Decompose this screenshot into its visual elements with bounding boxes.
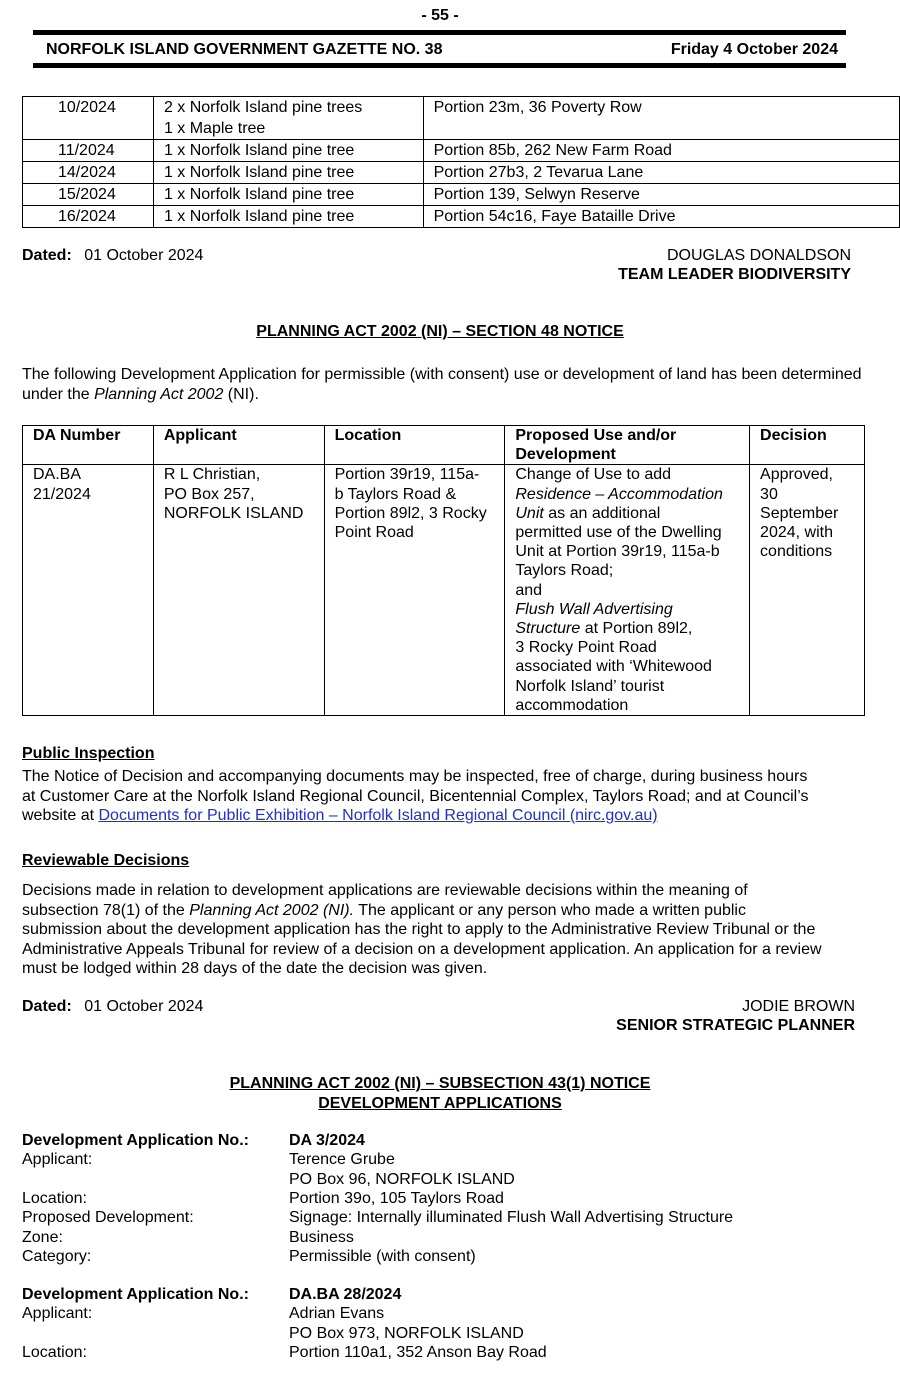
dated-line: Dated: 01 October 2024 (22, 998, 204, 1015)
category-label: Category: (22, 1247, 92, 1265)
applicant-label: Applicant: (22, 1151, 93, 1169)
da-no-value: DA 3/2024 (289, 1132, 365, 1149)
proposed-development-value: Signage: Internally illuminated Flush Wall Advertising Structure (289, 1209, 734, 1227)
tree-location: Portion 23m, 36 Poverty Row (423, 97, 899, 140)
tree-removal-table (22, 96, 900, 228)
table-row (23, 97, 900, 140)
signatory-name: DOUGLAS DONALDSON (666, 247, 851, 264)
location-label: Location: (22, 1189, 87, 1207)
signatory-role: SENIOR STRATEGIC PLANNER (616, 1017, 855, 1034)
subsection43-heading: PLANNING ACT 2002 (NI) – SUBSECTION 43(1) NOTICE DEVELOPMENT APPLICATIONS (229, 1075, 651, 1112)
col-proposed-use: Proposed Use and/or Development (505, 426, 750, 465)
applicant-address: PO Box 973, NORFOLK ISLAND (289, 1324, 524, 1342)
zone-value: Business (289, 1228, 354, 1246)
table-header-row (23, 426, 865, 465)
tree-description: 1 x Norfolk Island pine tree (153, 162, 423, 184)
header-bottom-rule (33, 63, 846, 68)
tree-location: Portion 27b3, 2 Tevarua Lane (423, 162, 899, 184)
signatory-role: TEAM LEADER BIODIVERSITY (618, 266, 851, 283)
applicant-value: Terence Grube (289, 1151, 395, 1169)
dated-label: Dated (22, 998, 67, 1015)
zone-label: Zone: (22, 1228, 63, 1246)
public-inspection-heading: Public Inspection (22, 745, 155, 762)
da-no-value: DA.BA 28/2024 (289, 1286, 402, 1303)
proposed-use-cell: Change of Use to add Residence – Accommodation Unit as an additional permitted use of the Dwelling Unit at Portion 39r19, 115a-b Taylors Road; and Flush Wall Advertising Structure at Portion 89l2, 3 Rocky Point Road associated with ‘Whitewood Norfolk Island’ tourist accommodation (505, 465, 750, 716)
tree-permit-number: 11/2024 (23, 140, 154, 162)
tree-location: Portion 139, Selwyn Reserve (423, 184, 899, 206)
gazette-date: Friday 4 October 2024 (670, 41, 838, 58)
da-no-label: Development Application No.: (22, 1132, 249, 1149)
applicant-address: PO Box 96, NORFOLK ISLAND (289, 1170, 515, 1188)
dated-value: 01 October 2024 (84, 247, 204, 264)
dated-line: Dated: 01 October 2024 (22, 247, 204, 264)
public-inspection-text: The Notice of Decision and accompanying documents may be inspected, free of charge, during business hours at Customer Care at the Norfolk Island Regional Council, Bicentennial Complex, Taylors Road; and at Council’s website at Documents for Public Exhibition – Norfolk Island Regional Council (nirc.gov.au) (22, 768, 809, 824)
applicant-cell: R L Christian, PO Box 257, NORFOLK ISLAND (153, 465, 324, 716)
signatory-block (616, 997, 855, 1035)
page-number: - 55 - (421, 7, 459, 24)
location-value: Portion 39o, 105 Taylors Road (289, 1189, 504, 1207)
table-row (23, 184, 900, 206)
dated-value: 01 October 2024 (84, 998, 204, 1015)
col-decision: Decision (750, 426, 865, 465)
location-label: Location: (22, 1343, 87, 1361)
applicant-label: Applicant: (22, 1305, 93, 1323)
tree-permit-number: 14/2024 (23, 162, 154, 184)
table-row (23, 465, 865, 716)
col-da-number: DA Number (23, 426, 154, 465)
tree-description: 1 x Norfolk Island pine tree (153, 184, 423, 206)
location-cell: Portion 39r19, 115a- b Taylors Road & Portion 89l2, 3 Rocky Point Road (324, 465, 505, 716)
table-row (23, 206, 900, 228)
signatory-name: JODIE BROWN (742, 998, 855, 1015)
section48-intro: The following Development Application for permissible (with consent) use or development of land has been determined under the Planning Act 2002 (NI). (22, 366, 862, 403)
da-no-label: Development Application No.: (22, 1286, 249, 1303)
development-decision-table (22, 425, 865, 716)
tree-description: 1 x Norfolk Island pine tree (153, 140, 423, 162)
dated-label: Dated (22, 247, 67, 264)
section48-heading: PLANNING ACT 2002 (NI) – SECTION 48 NOTICE (256, 323, 624, 340)
tree-permit-number: 15/2024 (23, 184, 154, 206)
signatory-block (618, 246, 851, 284)
proposed-development-label: Proposed Development: (22, 1209, 194, 1227)
tree-permit-number: 16/2024 (23, 206, 154, 228)
reviewable-decisions-text: Decisions made in relation to development applications are reviewable decisions within the meaning of subsection 78(1) of the Planning Act 2002 (NI). The applicant or any person who made a written public submission about the development application has the right to apply to the Administrative Review Tribunal or the Administrative Appeals Tribunal for review of a decision on a development application. An application for a review must be lodged within 28 days of the date the decision was given. (22, 882, 822, 977)
location-value: Portion 110a1, 352 Anson Bay Road (289, 1343, 547, 1361)
col-applicant: Applicant (153, 426, 324, 465)
table-row (23, 162, 900, 184)
public-exhibition-link[interactable]: Documents for Public Exhibition – Norfolk Island Regional Council (nirc.gov.au) (98, 807, 658, 824)
category-value: Permissible (with consent) (289, 1247, 476, 1265)
tree-location: Portion 54c16, Faye Bataille Drive (423, 206, 899, 228)
da-number-cell: DA.BA 21/2024 (23, 465, 154, 716)
applicant-value: Adrian Evans (289, 1305, 385, 1323)
tree-location: Portion 85b, 262 New Farm Road (423, 140, 899, 162)
tree-permit-number: 10/2024 (23, 97, 154, 140)
tree-description: 2 x Norfolk Island pine trees 1 x Maple tree (153, 97, 423, 140)
gazette-title: NORFOLK ISLAND GOVERNMENT GAZETTE NO. 38 (46, 41, 443, 58)
decision-cell: Approved, 30 September 2024, with conditions (750, 465, 865, 716)
table-row (23, 140, 900, 162)
col-location: Location (324, 426, 505, 465)
tree-description: 1 x Norfolk Island pine tree (153, 206, 423, 228)
header-top-rule (33, 30, 846, 35)
reviewable-decisions-heading: Reviewable Decisions (22, 852, 190, 869)
